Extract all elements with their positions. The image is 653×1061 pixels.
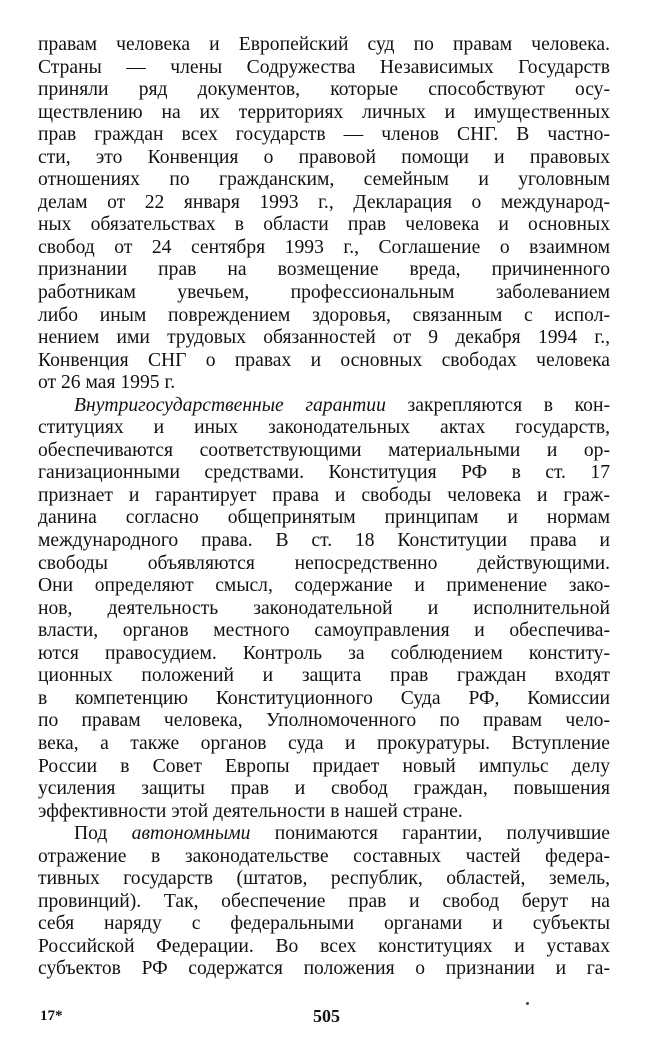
text-line: Конвенция СНГ о правах и основных свободах человека xyxy=(38,349,610,371)
text-line: от 26 мая 1995 г. xyxy=(38,372,176,394)
page-number: 505 xyxy=(313,1006,340,1026)
text-line: власти, органов местного самоуправления и обеспечива- xyxy=(38,620,610,642)
text-fragment: закрепляются в кон- xyxy=(407,394,610,416)
text-line: обеспечиваются соответствующими материальными и ор- xyxy=(38,439,610,461)
text-line: себя наряду с федеральными органами и субъекты xyxy=(38,913,610,935)
text-line: отражение в законодательстве составных частей федера- xyxy=(38,845,610,867)
text-line: провинций). Так, обеспечение прав и свобод берут на xyxy=(38,890,610,912)
text-line: отношениях по гражданским, семейным и уголовным xyxy=(38,169,610,191)
text-line: субъектов РФ содержатся положения о признании и га- xyxy=(38,958,610,980)
text-line: признании прав на возмещение вреда, причиненного xyxy=(38,259,610,281)
text-line: нов, деятельность законодательной и исполнительной xyxy=(38,597,610,619)
text-line: нением ими трудовых обязанностей от 9 декабря 1994 г., xyxy=(38,327,610,349)
text-line: Страны — члены Содружества Независимых Государств xyxy=(38,56,610,78)
text-line: приняли ряд документов, которые способствуют осу- xyxy=(38,79,610,101)
text-line: свободы объявляются непосредственно действующими. xyxy=(38,552,610,574)
text-line: ществлению на их территориях личных и имущественных xyxy=(38,101,610,123)
text-line: ционных положений и защита прав граждан входят xyxy=(38,665,610,687)
text-line: правам человека и Европейский суд по правам человека. xyxy=(38,34,610,55)
text-line: ганизационными средствами. Конституция РФ в ст. 17 xyxy=(38,462,610,484)
italic-term-domestic-guarantees: Внутригосударственные гарантии xyxy=(74,394,386,416)
text-line: международного права. В ст. 18 Конституции права и xyxy=(38,530,610,552)
text-line: усиления защиты прав и свобод граждан, повышения xyxy=(38,778,610,800)
text-line: сти, это Конвенция о правовой помощи и правовых xyxy=(38,146,610,168)
text-line: ются правосудием. Контроль за соблюдением конститу- xyxy=(38,642,610,664)
print-speck xyxy=(526,1002,529,1005)
text-line: признает и гарантирует права и свободы человека и граж- xyxy=(38,484,610,506)
text-line: России в Совет Европы придает новый импульс делу xyxy=(38,755,610,777)
text-line: Они определяют смысл, содержание и применение зако- xyxy=(38,575,610,597)
page-footer xyxy=(0,1006,653,1030)
text-line: свобод от 24 сентября 1993 г., Соглашение о взаимном xyxy=(38,236,610,258)
text-line: прав граждан всех государств — членов СНГ. В частно- xyxy=(38,124,610,146)
italic-term-autonomous: автономными xyxy=(131,823,251,845)
text-fragment: Под xyxy=(74,823,108,845)
text-line: Российской Федерации. Во всех конституциях и уставах xyxy=(38,935,610,957)
text-line: работникам увечьем, профессиональным заболеванием xyxy=(38,282,610,304)
text-line: в компетенцию Конституционного Суда РФ, Комиссии xyxy=(38,687,610,709)
paragraph-start-line xyxy=(38,395,610,418)
text-fragment: понимаются гарантии, получившие xyxy=(274,823,611,845)
text-line: эффективности этой деятельности в нашей стране. xyxy=(38,800,463,822)
text-line: по правам человека, Уполномоченного по правам чело- xyxy=(38,710,610,732)
signature-mark: 17* xyxy=(40,1008,63,1024)
text-line: данина согласно общепринятым принципам и нормам xyxy=(38,507,610,529)
text-line: тивных государств (штатов, республик, областей, земель, xyxy=(38,868,610,890)
text-line: делам от 22 января 1993 г., Декларация о международ- xyxy=(38,191,610,213)
text-line: века, а также органов суда и прокуратуры. Вступление xyxy=(38,732,610,754)
body-text xyxy=(38,34,610,981)
text-line: ных обязательствах в области прав человека и основных xyxy=(38,214,610,236)
text-line: либо иным повреждением здоровья, связанным с испол- xyxy=(38,304,610,326)
paragraph-start-line xyxy=(38,823,610,846)
text-line: ституциях и иных законодательных актах государств, xyxy=(38,417,610,439)
